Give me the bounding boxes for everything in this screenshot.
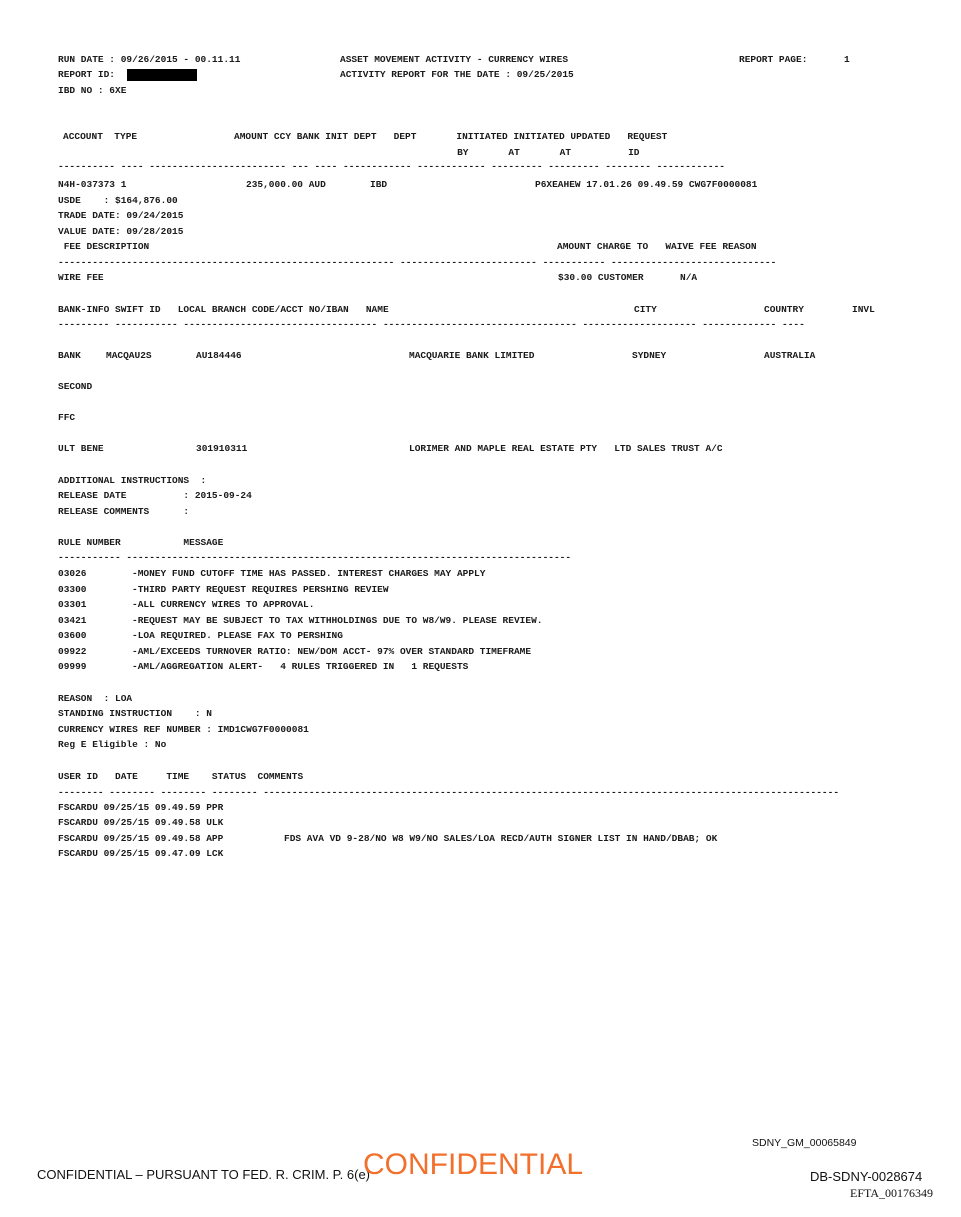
efta-number: EFTA_00176349 [850,1186,934,1200]
rule-message: -AML/EXCEEDS TURNOVER RATIO: NEW/DOM ACCT- 97% OVER STANDARD TIMEFRAME [132,646,532,657]
bank-info-city-header: CITY [634,304,657,315]
bank-info-country-header: COUNTRY [764,304,804,315]
standing-instruction: STANDING INSTRUCTION : N [58,708,212,719]
confidential-notice: CONFIDENTIAL – PURSUANT TO FED. R. CRIM. P. 6(e) [37,1167,371,1182]
bank-label: BANK [58,350,81,361]
ult-bene-label: ULT BENE [58,443,104,454]
bank-info-divider: --------- ----------- ---------------------------------- ---------------------------------- -------------------- ------------- ---- [58,319,805,330]
fee-header-right: AMOUNT CHARGE TO WAIVE FEE REASON [557,241,757,252]
history-row: FSCARDU 09/25/15 09.49.58 APP [58,833,224,844]
rule-number: 03301 [58,599,87,610]
report-page-number: 1 [844,54,850,65]
rule-message: -LOA REQUIRED. PLEASE FAX TO PERSHING [132,630,343,641]
rule-number: 03026 [58,568,87,579]
ibd-number: IBD NO : 6XE [58,85,127,96]
usde-amount: USDE : $164,876.00 [58,195,178,206]
rule-message: -REQUEST MAY BE SUBJECT TO TAX WITHHOLDINGS DUE TO W8/W9. PLEASE REVIEW. [132,615,543,626]
ult-bene-account: 301910311 [196,443,248,454]
trade-date: TRADE DATE: 09/24/2015 [58,210,184,221]
report-title: ASSET MOVEMENT ACTIVITY - CURRENCY WIRES [340,54,569,65]
bank-city: SYDNEY [632,350,667,361]
rule-number: 09999 [58,661,87,672]
history-row: FSCARDU 09/25/15 09.49.58 ULK [58,817,224,828]
bank-code: IBD [370,179,388,190]
bank-info-header: BANK-INFO SWIFT ID LOCAL BRANCH CODE/ACCT NO/IBAN NAME [58,304,389,315]
rules-header: RULE NUMBER MESSAGE [58,537,224,548]
account-number: N4H-037373 1 [58,179,127,190]
rule-message: -MONEY FUND CUTOFF TIME HAS PASSED. INTEREST CHARGES MAY APPLY [132,568,486,579]
fee-description: WIRE FEE [58,272,104,283]
rules-divider: ----------- ------------------------------------------------------------------------------ [58,552,572,563]
reason: REASON : LOA [58,693,133,704]
fee-amount: $30.00 CUSTOMER [558,272,644,283]
second-bank-label: SECOND [58,381,93,392]
rule-number: 09922 [58,646,87,657]
rule-message: -THIRD PARTY REQUEST REQUIRES PERSHING REVIEW [132,584,389,595]
additional-instructions: ADDITIONAL INSTRUCTIONS : [58,475,207,486]
bank-swift-id: MACQAU2S [106,350,152,361]
currency-wires-ref: CURRENCY WIRES REF NUMBER : IMD1CWG7F0000081 [58,724,309,735]
main-table-header-sub: BY AT AT ID [58,147,640,158]
run-date: RUN DATE : 09/26/2015 - 00.11.11 [58,54,241,65]
value-date: VALUE DATE: 09/28/2015 [58,226,184,237]
bank-name: MACQUARIE BANK LIMITED [409,350,535,361]
history-divider: -------- -------- -------- -------- ----------------------------------------------------------------------------------------------------- [58,787,840,798]
rule-message: -ALL CURRENCY WIRES TO APPROVAL. [132,599,315,610]
confidential-stamp: CONFIDENTIAL [363,1148,584,1181]
history-row: FSCARDU 09/25/15 09.47.09 LCK [58,848,224,859]
initiated-info: P6XEAHEW 17.01.26 09.49.59 CWG7F0000081 [535,179,758,190]
rule-number: 03300 [58,584,87,595]
rule-message: -AML/AGGREGATION ALERT- 4 RULES TRIGGERED IN 1 REQUESTS [132,661,469,672]
fee-waive-reason: N/A [680,272,698,283]
main-table-header: ACCOUNT TYPE AMOUNT CCY BANK INIT DEPT DEPT INITIATED INITIATED UPDATED REQUEST [63,131,668,142]
report-subtitle: ACTIVITY REPORT FOR THE DATE : 09/25/2015 [340,69,574,80]
bank-branch-code: AU184446 [196,350,242,361]
sdny-bates-number: SDNY_GM_00065849 [752,1137,857,1149]
bank-info-invl-header: INVL [852,304,875,315]
ffc-label: FFC [58,412,76,423]
reg-e-eligible: Reg E Eligible : No [58,739,167,750]
history-row: FSCARDU 09/25/15 09.49.59 PPR [58,802,224,813]
report-page-label: REPORT PAGE: [739,54,808,65]
release-date: RELEASE DATE : 2015-09-24 [58,490,252,501]
db-bates-number: DB-SDNY-0028674 [810,1169,923,1184]
main-table-divider: ---------- ---- ------------------------ --- ---- ------------ ------------ --------- --------- -------- ------------ [58,161,726,172]
release-comments: RELEASE COMMENTS : [58,506,190,517]
bank-country: AUSTRALIA [764,350,816,361]
wire-amount: 235,000.00 AUD [246,179,326,190]
fee-table-divider: ----------------------------------------------------------- ------------------------ ----------- ----------------------------- [58,257,777,268]
history-header: USER ID DATE TIME STATUS COMMENTS [58,771,304,782]
rule-number: 03421 [58,615,87,626]
rule-number: 03600 [58,630,87,641]
fee-header-left: FEE DESCRIPTION [58,241,150,252]
ult-bene-name: LORIMER AND MAPLE REAL ESTATE PTY LTD SALES TRUST A/C [409,443,723,454]
redaction-block [127,69,197,81]
report-id-label: REPORT ID: [58,69,116,80]
history-comment: FDS AVA VD 9-28/NO W8 W9/NO SALES/LOA RECD/AUTH SIGNER LIST IN HAND/DBAB; OK [284,833,718,844]
